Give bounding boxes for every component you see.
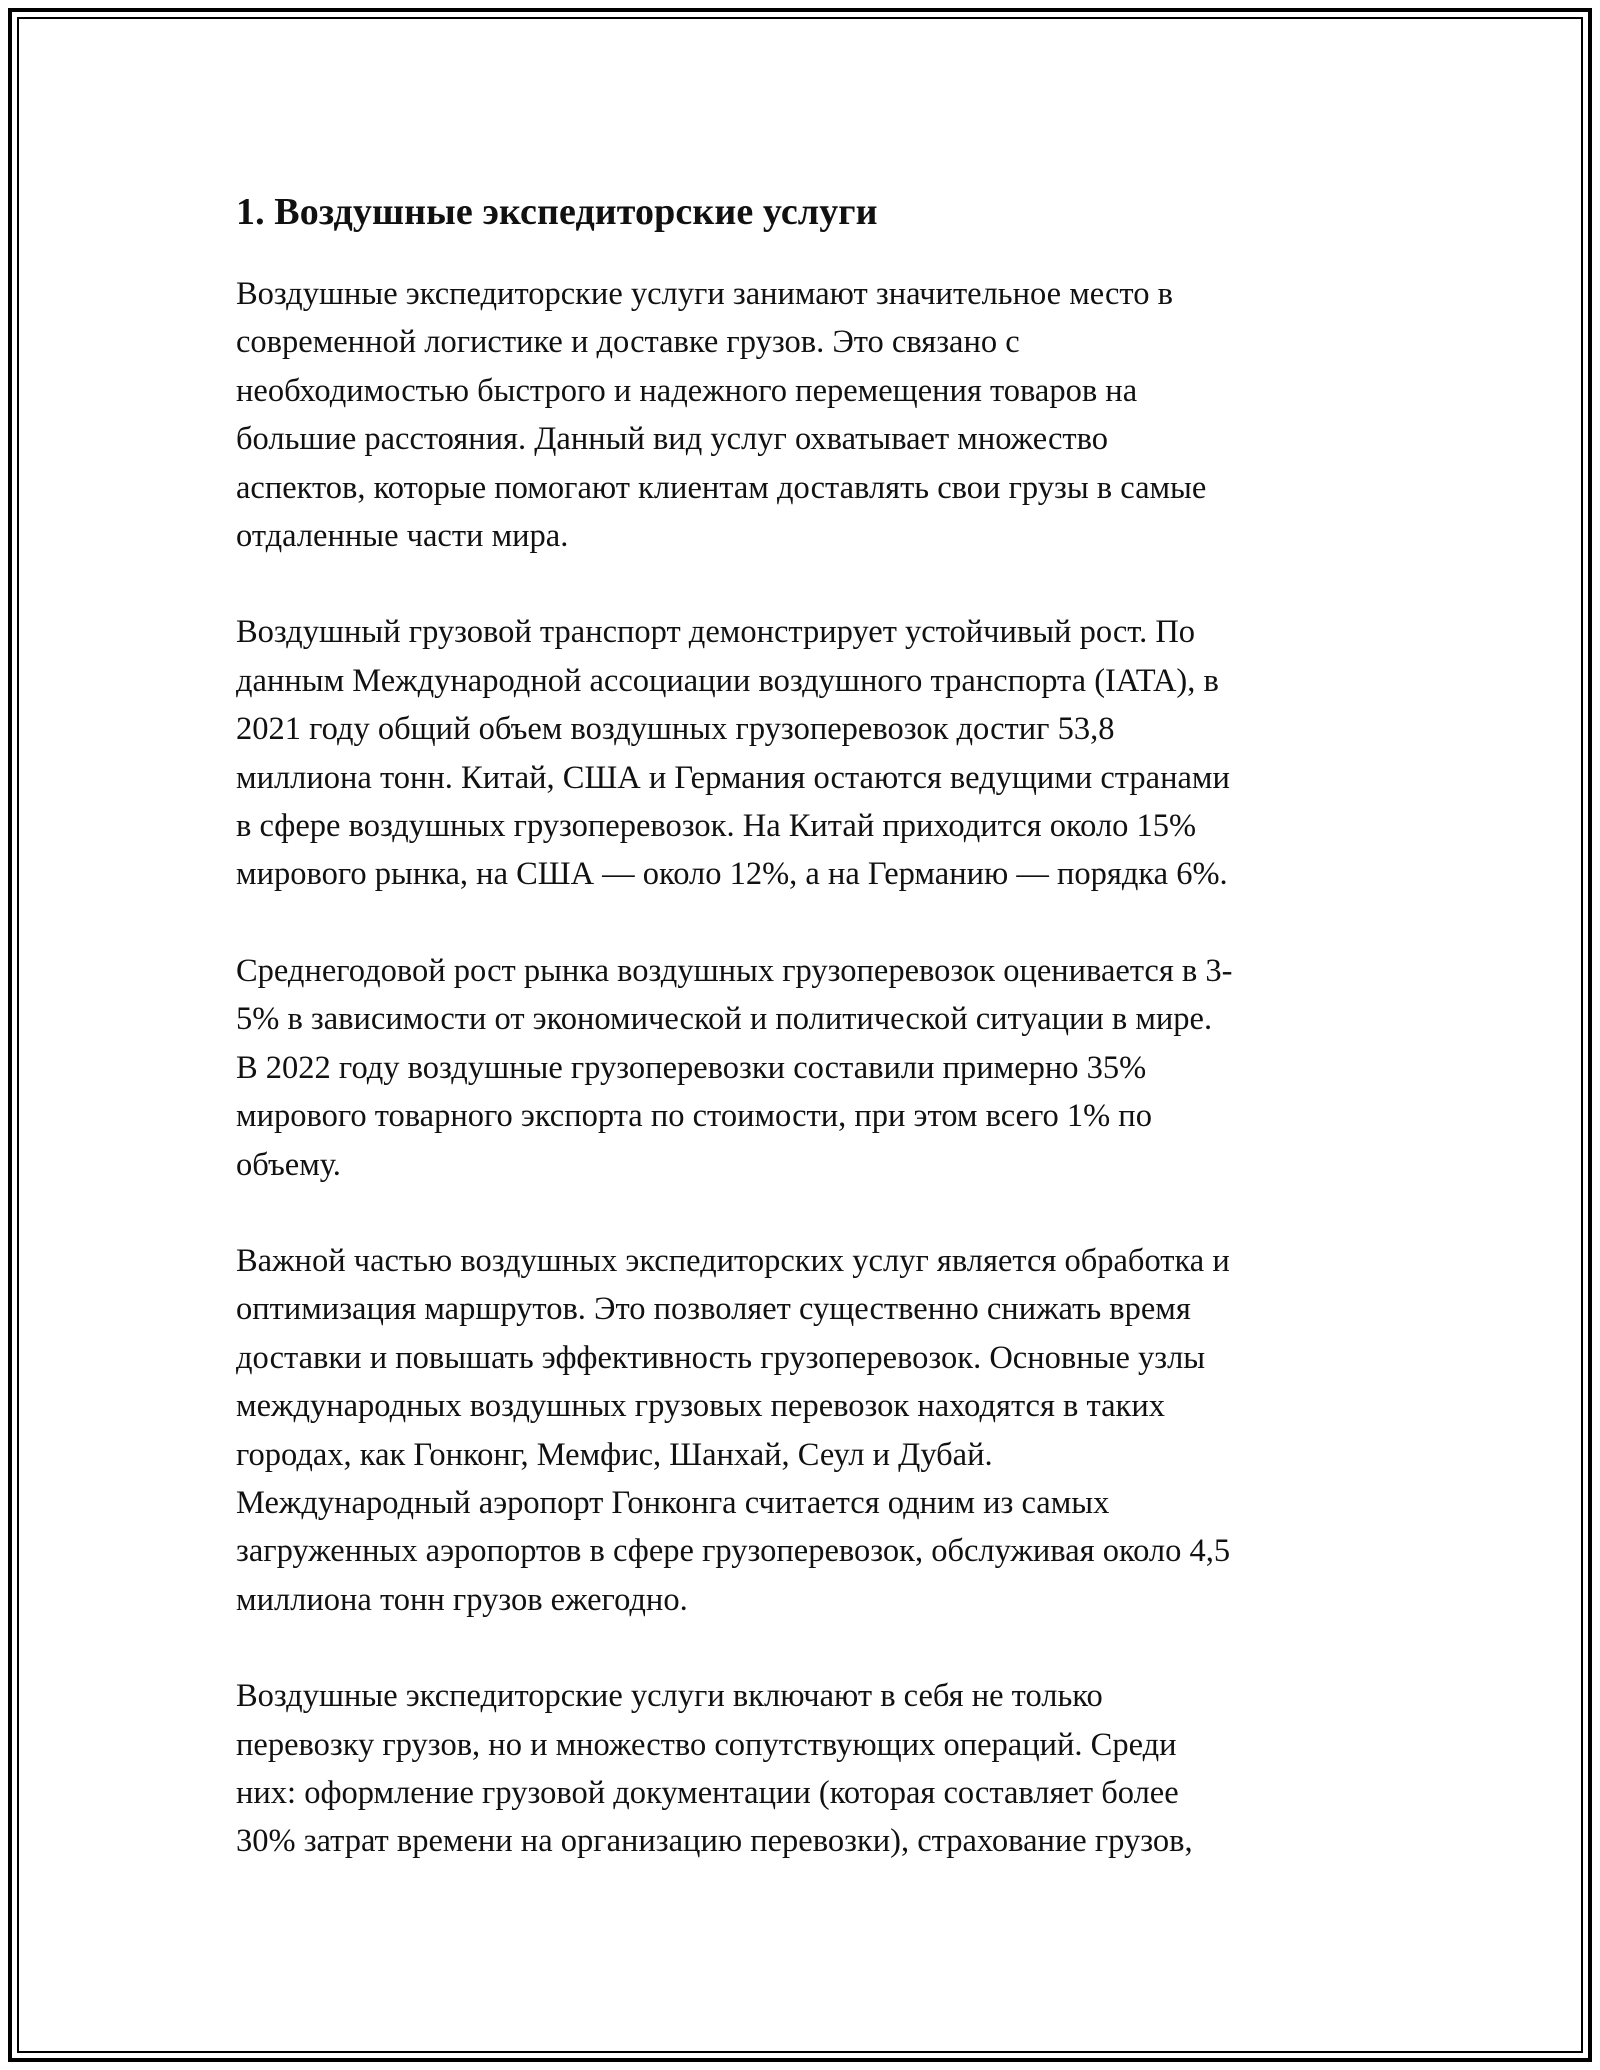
document-body bbox=[236, 188, 1386, 1914]
paragraph-route-optimization: Важной частью воздушных экспедиторских услуг является обработка и оптимизация маршрутов. Это позволяет существенно снижать время доставки и повышать эффективность грузоперевозок. Основные узлы международных воздушных грузовых перевозок находятся в таких городах, как Гонконг, Мемфис, Шанхай, Сеул и Дубай. Международный аэропорт Гонконга считается одним из самых загруженных аэропортов в сфере грузоперевозок, обслуживая около 4,5 миллиона тонн грузов ежегодно. bbox=[236, 1242, 1231, 1618]
paragraph-intro: Воздушные экспедиторские услуги занимают значительное место в современной логистике и доставке грузов. Это связано с необходимостью быстрого и надежного перемещения товаров на большие расстояния. Данный вид услуг охватывает множество аспектов, которые помогают клиентам доставлять свои грузы в самые отдаленные части мира. bbox=[236, 276, 1207, 555]
paragraph-related-operations: Воздушные экспедиторские услуги включают в себя не только перевозку грузов, но и множество сопутствующих операций. Среди них: оформление грузовой документации (которая составляет более 30% затрат времени на организацию перевозки), страхование грузов, bbox=[236, 1678, 1193, 1860]
paragraph-annual-growth: Среднегодовой рост рынка воздушных грузоперевозок оценивается в 3- 5% в зависимости от экономической и политической ситуации в мире. В 2022 году воздушные грузоперевозки составили примерно 35% мирового товарного экспорта по стоимости, при этом всего 1% по объему. bbox=[236, 952, 1233, 1183]
section-heading: 1. Воздушные экспедиторские услуги bbox=[236, 191, 878, 233]
paragraph-market-growth: Воздушный грузовой транспорт демонстрирует устойчивый рост. По данным Международной ассоциации воздушного транспорта (IATA), в 2021 году общий объем воздушных грузоперевозок достиг 53,8 миллиона тонн. Китай, США и Германия остаются ведущими странами в сфере воздушных грузоперевозок. На Китай приходится около 15% мирового рынка, на США — около 12%, а на Германию — порядка 6%. bbox=[236, 614, 1230, 893]
